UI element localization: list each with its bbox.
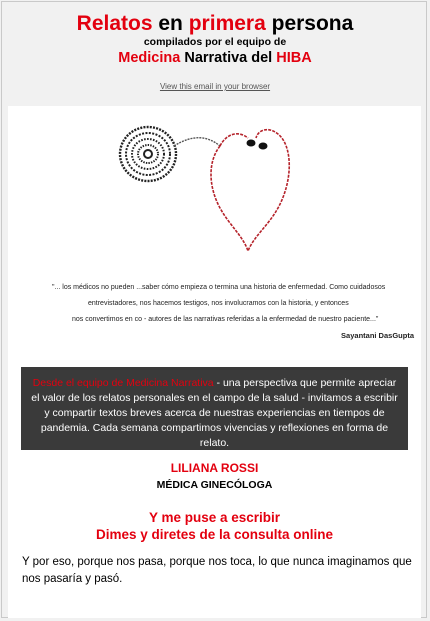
email-content-card — [8, 106, 421, 618]
header-team — [0, 49, 430, 67]
quote-line: "... los médicos no pueden ...saber cómo empieza o termina una historia de enfermedad. Como cuidadosos — [52, 284, 386, 291]
quote-line: entrevistadores, nos hacemos testigos, nos involucramos con la historia, y entonces — [88, 300, 349, 307]
author-name: LILIANA ROSSI — [170, 461, 259, 475]
quote-block — [28, 280, 414, 344]
header-subtitle: compilados por el equipo de — [143, 36, 287, 48]
intro-panel — [21, 367, 408, 450]
story-body: Y por eso, porque nos pasa, porque nos toca, lo que nunca imaginamos que nos pasaría y pasó. — [22, 556, 412, 585]
story-title — [8, 509, 421, 543]
team-word-narrativa: Narrativa del — [184, 50, 273, 66]
team-word-medicina: Medicina — [118, 50, 181, 66]
story-title-line1: Y me puse a escribir — [148, 510, 281, 525]
quote-author: Sayantani DasGupta — [341, 331, 414, 340]
title-word-persona: persona — [271, 12, 354, 35]
earpiece-right-icon — [259, 143, 268, 150]
intro-text: - una perspectiva que permite apreciar el valor de los relatos personales en el campo de la salud - invitamos a escribir y compartir textos breves acerca de nuestras experiencias en tiempos de pandemia. Cada semana compartimos vivencias y reflexiones en forma de relato. — [31, 377, 398, 449]
header-title — [0, 12, 430, 36]
stethoscope-heart-icon — [108, 116, 338, 266]
author-role: MÉDICA GINECÓLOGA — [156, 479, 273, 491]
title-word-relatos: Relatos — [76, 12, 153, 35]
earpiece-left-icon — [247, 140, 256, 147]
team-word-hiba: HIBA — [276, 50, 312, 66]
text-disc-icon — [120, 127, 176, 181]
view-in-browser-link[interactable]: View this email in your browser — [159, 82, 271, 91]
story-title-line2: Dimes y diretes de la consulta online — [95, 527, 334, 542]
quote-line: nos convertimos en co - autores de las narrativas referidas a la enfermedad de nuestro paciente..." — [72, 316, 379, 323]
title-word-en: en — [158, 12, 183, 35]
intro-highlight: Desde el equipo de Medicina Narrativa — [32, 377, 214, 389]
email-header — [0, 12, 430, 67]
title-word-primera: primera — [188, 12, 266, 35]
